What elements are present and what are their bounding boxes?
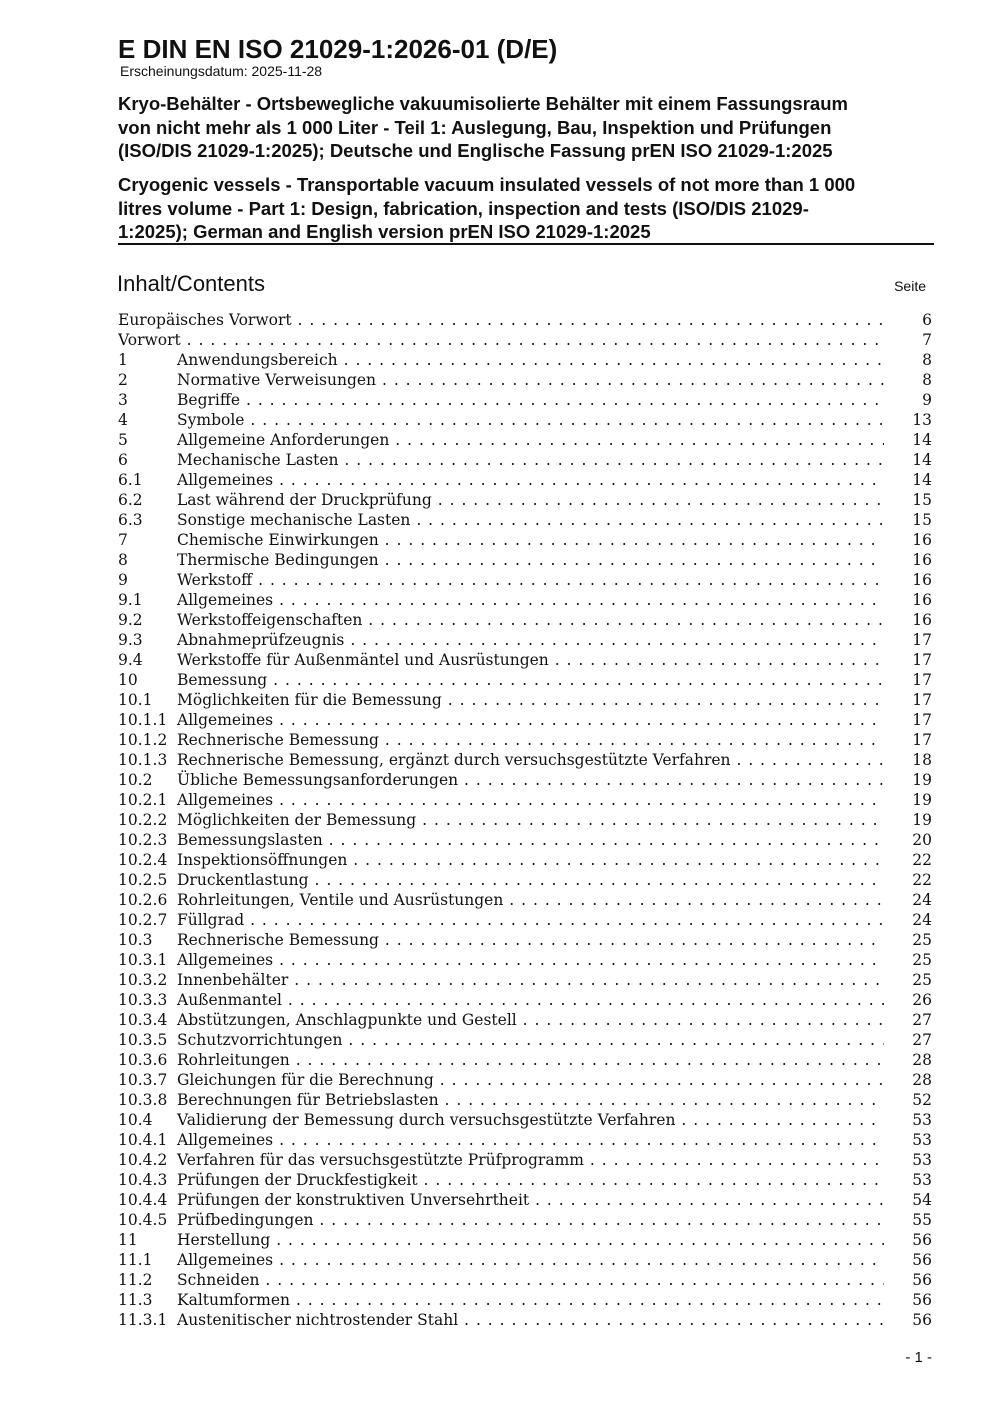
title-english-line: litres volume - Part 1: Design, fabrication, inspection and tests (ISO/DIS 21029- xyxy=(118,197,809,219)
toc-entry-leader xyxy=(118,570,884,590)
toc-entry-title: Werkstoff xyxy=(177,571,253,589)
toc-entry-leader xyxy=(118,1290,884,1310)
title-english xyxy=(118,173,938,244)
toc-entry[interactable] xyxy=(118,350,932,370)
toc-entry-page: 9 xyxy=(922,391,932,409)
toc-entry-number: 6.3 xyxy=(118,511,143,529)
toc-entry[interactable] xyxy=(118,910,932,930)
toc-entry-number: 6 xyxy=(118,451,128,469)
toc-entry-page: 17 xyxy=(912,671,932,689)
toc-entry-leader xyxy=(118,870,884,890)
publication-date: Erscheinungsdatum: 2025-11-28 xyxy=(120,63,323,79)
toc-entry-number: 10.3.7 xyxy=(118,1071,168,1089)
toc-entry-leader xyxy=(118,650,884,670)
toc-entry-page: 16 xyxy=(912,571,932,589)
toc-entry-number: 10.3.8 xyxy=(118,1091,168,1109)
toc-entry-leader xyxy=(118,850,884,870)
toc-entry[interactable] xyxy=(118,1150,932,1170)
toc-entry-leader xyxy=(118,310,884,330)
toc-entry-leader xyxy=(118,370,884,390)
toc-entry-page: 53 xyxy=(912,1151,932,1169)
toc-entry-page: 26 xyxy=(912,991,932,1009)
toc-entry[interactable] xyxy=(118,730,932,750)
toc-entry-title: Allgemeines xyxy=(177,711,274,729)
toc-entry[interactable] xyxy=(118,690,932,710)
toc-entry-title: Begriffe xyxy=(177,391,241,409)
toc-entry-number: 6.1 xyxy=(118,471,143,489)
toc-entry-leader xyxy=(118,710,884,730)
toc-entry-leader xyxy=(118,410,884,430)
toc-entry-page: 19 xyxy=(912,811,932,829)
toc-entry-title: Sonstige mechanische Lasten xyxy=(177,511,411,529)
toc-entry[interactable] xyxy=(118,330,932,350)
toc-entry-number: 10.1 xyxy=(118,691,153,709)
toc-entry-title: Abnahmeprüfzeugnis xyxy=(177,631,345,649)
toc-entry-number: 10.2.4 xyxy=(118,851,168,869)
toc-entry[interactable] xyxy=(118,1030,932,1050)
toc-entry-title: Rechnerische Bemessung, ergänzt durch versuchsgestützte Verfahren xyxy=(177,751,731,769)
title-german-line: Kryo-Behälter - Ortsbewegliche vakuumisolierte Behälter mit einem Fassungsraum xyxy=(118,93,848,114)
toc-entry[interactable] xyxy=(118,550,932,570)
toc-entry-leader xyxy=(118,690,884,710)
toc-entry-title: Allgemeines xyxy=(177,471,274,489)
toc-entry-number: 11.2 xyxy=(118,1271,153,1289)
toc-entry-number: 10.4.4 xyxy=(118,1191,168,1209)
toc-entry-number: 8 xyxy=(118,551,128,569)
toc-entry-page: 22 xyxy=(912,851,932,869)
toc-entry[interactable] xyxy=(118,1290,932,1310)
toc-entry[interactable] xyxy=(118,1270,932,1290)
toc-entry-number: 11.3.1 xyxy=(118,1311,168,1329)
toc-entry-leader xyxy=(118,790,884,810)
toc-entry-page: 53 xyxy=(912,1131,932,1149)
toc-entry-leader xyxy=(118,550,884,570)
toc-entry[interactable] xyxy=(118,1210,932,1230)
toc-entry-number: 9 xyxy=(118,571,128,589)
toc-entry-title: Werkstoffe für Außenmäntel und Ausrüstungen xyxy=(177,651,549,669)
toc-entry[interactable] xyxy=(118,430,932,450)
toc-entry-leader xyxy=(118,330,884,350)
toc-entry-title: Chemische Einwirkungen xyxy=(177,531,379,549)
toc-entry-page: 7 xyxy=(922,331,932,349)
toc-entry-title: Allgemeines xyxy=(177,791,274,809)
toc-entry[interactable] xyxy=(118,1250,932,1270)
toc-entry-title: Schneiden xyxy=(177,1271,260,1289)
toc-entry-leader xyxy=(118,1310,884,1330)
toc-entry[interactable] xyxy=(118,890,932,910)
toc-entry-title: Möglichkeiten der Bemessung xyxy=(177,811,417,829)
toc-entry-page: 54 xyxy=(912,1191,932,1209)
toc-entry-page: 8 xyxy=(922,371,932,389)
toc-entry-title: Allgemeines xyxy=(177,591,274,609)
toc-entry-page: 55 xyxy=(912,1211,932,1229)
toc-entry-number: 5 xyxy=(118,431,128,449)
toc-entry-page: 6 xyxy=(922,311,932,329)
toc-entry[interactable] xyxy=(118,1190,932,1210)
toc-entry-leader xyxy=(118,970,884,990)
toc-entry-leader xyxy=(118,590,884,610)
toc-entry-page: 17 xyxy=(912,631,932,649)
toc-entry-number: 10.4.1 xyxy=(118,1131,168,1149)
toc-entry-page: 19 xyxy=(912,791,932,809)
toc-entry-number: 10.2.7 xyxy=(118,911,168,929)
toc-entry-number: 10.2.2 xyxy=(118,811,168,829)
title-german xyxy=(118,92,938,163)
toc-entry-title: Möglichkeiten für die Bemessung xyxy=(177,691,442,709)
toc-entry-title: Bemessungslasten xyxy=(177,831,323,849)
toc-entry-number: 10.3.5 xyxy=(118,1031,168,1049)
toc-entry[interactable] xyxy=(118,630,932,650)
toc-entry[interactable] xyxy=(118,650,932,670)
toc-entry-title: Last während der Druckprüfung xyxy=(177,491,432,509)
toc-entry-leader xyxy=(118,610,884,630)
toc-entry-number: 11 xyxy=(118,1231,138,1249)
toc-entry-page: 24 xyxy=(912,911,932,929)
toc-entry-number: 11.3 xyxy=(118,1291,153,1309)
toc-entry[interactable] xyxy=(118,670,932,690)
toc-entry-title: Allgemeines xyxy=(177,1131,274,1149)
toc-entry[interactable] xyxy=(118,310,932,330)
toc-entry-number: 10.3.1 xyxy=(118,951,168,969)
toc-entry-number: 10 xyxy=(118,671,138,689)
toc-entry-page: 25 xyxy=(912,971,932,989)
toc-entry-page: 56 xyxy=(912,1231,932,1249)
toc-entry-page: 14 xyxy=(912,451,932,469)
title-german-line: von nicht mehr als 1 000 Liter - Teil 1: Auslegung, Bau, Inspektion und Prüfungen xyxy=(118,116,832,138)
toc-entry-page: 24 xyxy=(912,891,932,909)
toc-entry-page: 15 xyxy=(912,511,932,529)
toc-entry[interactable] xyxy=(118,1110,932,1130)
toc-entry-leader xyxy=(118,1170,884,1190)
toc-entry-number: 10.3.6 xyxy=(118,1051,168,1069)
toc-entry[interactable] xyxy=(118,490,932,510)
toc-entry-title: Innenbehälter xyxy=(177,971,289,989)
toc-entry-page: 16 xyxy=(912,591,932,609)
toc-entry-number: 10.2.1 xyxy=(118,791,168,809)
toc-entry[interactable] xyxy=(118,450,932,470)
toc-entry-leader xyxy=(118,510,884,530)
toc-entry-title: Inspektionsöffnungen xyxy=(177,851,348,869)
toc-entry-number: 10.3.4 xyxy=(118,1011,168,1029)
toc-entry-leader xyxy=(118,1030,884,1050)
title-german-line: (ISO/DIS 21029-1:2025); Deutsche und Englische Fassung prEN ISO 21029-1:2025 xyxy=(118,140,833,161)
toc-entry[interactable] xyxy=(118,930,932,950)
toc-entry-leader xyxy=(118,1010,884,1030)
page-column-heading: Seite xyxy=(894,278,926,294)
toc-entry-page: 18 xyxy=(912,751,932,769)
toc-entry-leader xyxy=(118,950,884,970)
toc-entry[interactable] xyxy=(118,1010,932,1030)
toc-entry-leader xyxy=(118,630,884,650)
toc-entry-leader xyxy=(118,830,884,850)
toc-entry-page: 14 xyxy=(912,471,932,489)
toc-entry-page: 20 xyxy=(912,831,932,849)
toc-entry-page: 52 xyxy=(912,1091,932,1109)
toc-entry[interactable] xyxy=(118,990,932,1010)
toc-entry-title: Abstützungen, Anschlagpunkte und Gestell xyxy=(177,1011,517,1029)
toc-entry-number: 10.4 xyxy=(118,1111,153,1129)
toc-entry-leader xyxy=(118,450,884,470)
toc-entry-number: 9.1 xyxy=(118,591,143,609)
toc-entry[interactable] xyxy=(118,1070,932,1090)
toc-entry[interactable] xyxy=(118,510,932,530)
toc-entry-leader xyxy=(118,1150,884,1170)
table-of-contents xyxy=(118,310,932,1330)
toc-entry-title: Europäisches Vorwort xyxy=(118,311,292,329)
toc-entry-leader xyxy=(118,810,884,830)
toc-entry-leader xyxy=(118,890,884,910)
toc-entry-leader xyxy=(118,1050,884,1070)
toc-entry-leader xyxy=(118,530,884,550)
toc-entry-page: 56 xyxy=(912,1271,932,1289)
toc-entry-leader xyxy=(118,770,884,790)
toc-entry-leader xyxy=(118,1250,884,1270)
toc-entry-leader xyxy=(118,430,884,450)
toc-entry-leader xyxy=(118,990,884,1010)
toc-entry-number: 9.2 xyxy=(118,611,143,629)
toc-entry-title: Kaltumformen xyxy=(177,1291,291,1309)
toc-entry-leader xyxy=(118,750,884,770)
toc-entry-number: 1 xyxy=(118,351,128,369)
toc-entry-title: Rohrleitungen, Ventile und Ausrüstungen xyxy=(177,891,504,909)
toc-entry-page: 17 xyxy=(912,651,932,669)
toc-entry[interactable] xyxy=(118,750,932,770)
toc-entry-page: 8 xyxy=(922,351,932,369)
toc-entry-number: 2 xyxy=(118,371,128,389)
toc-entry-title: Allgemeines xyxy=(177,951,274,969)
toc-entry-page: 56 xyxy=(912,1291,932,1309)
toc-entry-page: 17 xyxy=(912,731,932,749)
title-english-line: 1:2025); German and English version prEN ISO 21029-1:2025 xyxy=(118,221,651,242)
toc-entry[interactable] xyxy=(118,1170,932,1190)
toc-entry-number: 10.3.3 xyxy=(118,991,168,1009)
toc-entry-page: 28 xyxy=(912,1051,932,1069)
toc-entry-page: 15 xyxy=(912,491,932,509)
toc-entry-page: 27 xyxy=(912,1011,932,1029)
toc-entry-title: Schutzvorrichtungen xyxy=(177,1031,343,1049)
toc-entry-page: 53 xyxy=(912,1171,932,1189)
toc-entry-leader xyxy=(118,1110,884,1130)
toc-entry-leader xyxy=(118,1270,884,1290)
toc-entry-page: 17 xyxy=(912,691,932,709)
toc-entry-number: 10.3.2 xyxy=(118,971,168,989)
toc-entry-page: 13 xyxy=(912,411,932,429)
toc-entry-page: 16 xyxy=(912,531,932,549)
toc-entry-number: 10.4.5 xyxy=(118,1211,168,1229)
toc-entry-number: 10.2 xyxy=(118,771,153,789)
toc-entry-page: 16 xyxy=(912,551,932,569)
toc-entry-title: Normative Verweisungen xyxy=(177,371,377,389)
toc-entry-title: Mechanische Lasten xyxy=(177,451,339,469)
document-id: E DIN EN ISO 21029-1:2026-01 (D/E) xyxy=(118,34,558,64)
toc-entry[interactable] xyxy=(118,810,932,830)
toc-entry-leader xyxy=(118,930,884,950)
title-divider xyxy=(118,243,934,245)
toc-entry-number: 10.1.1 xyxy=(118,711,168,729)
toc-entry[interactable] xyxy=(118,390,932,410)
toc-entry-title: Bemessung xyxy=(177,671,268,689)
toc-entry[interactable] xyxy=(118,570,932,590)
toc-entry-number: 10.4.2 xyxy=(118,1151,168,1169)
toc-entry-title: Prüfungen der Druckfestigkeit xyxy=(177,1171,418,1189)
toc-entry-page: 16 xyxy=(912,611,932,629)
toc-entry-page: 27 xyxy=(912,1031,932,1049)
toc-entry-leader xyxy=(118,1090,884,1110)
title-english-line: Cryogenic vessels - Transportable vacuum insulated vessels of not more than 1 000 xyxy=(118,174,856,195)
toc-entry-page: 14 xyxy=(912,431,932,449)
toc-entry[interactable] xyxy=(118,410,932,430)
contents-heading: Inhalt/Contents xyxy=(117,271,265,296)
toc-entry-number: 9.4 xyxy=(118,651,143,669)
toc-entry-leader xyxy=(118,1230,884,1250)
toc-entry[interactable] xyxy=(118,1310,932,1330)
toc-entry-title: Allgemeines xyxy=(177,1251,274,1269)
toc-entry[interactable] xyxy=(118,1130,932,1150)
toc-entry-leader xyxy=(118,1190,884,1210)
toc-entry-page: 25 xyxy=(912,931,932,949)
toc-entry-title: Berechnungen für Betriebslasten xyxy=(177,1091,439,1109)
toc-entry-title: Druckentlastung xyxy=(177,871,309,889)
toc-entry-title: Füllgrad xyxy=(177,911,245,929)
toc-entry-title: Symbole xyxy=(177,411,245,429)
toc-entry[interactable] xyxy=(118,370,932,390)
toc-entry-title: Anwendungsbereich xyxy=(177,351,338,369)
toc-entry-title: Allgemeine Anforderungen xyxy=(177,431,390,449)
toc-entry[interactable] xyxy=(118,590,932,610)
toc-entry-title: Austenitischer nichtrostender Stahl xyxy=(177,1311,459,1329)
toc-entry-leader xyxy=(118,1130,884,1150)
toc-entry-number: 4 xyxy=(118,411,128,429)
toc-entry-page: 22 xyxy=(912,871,932,889)
toc-entry-leader xyxy=(118,1070,884,1090)
toc-entry-number: 10.2.3 xyxy=(118,831,168,849)
toc-entry-number: 10.1.2 xyxy=(118,731,168,749)
toc-entry-leader xyxy=(118,390,884,410)
toc-entry[interactable] xyxy=(118,850,932,870)
toc-entry-page: 25 xyxy=(912,951,932,969)
toc-entry-number: 10.3 xyxy=(118,931,153,949)
toc-entry-leader xyxy=(118,730,884,750)
toc-entry-title: Außenmantel xyxy=(177,991,282,1009)
toc-entry-leader xyxy=(118,670,884,690)
toc-entry-page: 28 xyxy=(912,1071,932,1089)
toc-entry-number: 6.2 xyxy=(118,491,143,509)
toc-entry-title: Übliche Bemessungsanforderungen xyxy=(177,771,459,789)
toc-entry[interactable] xyxy=(118,870,932,890)
toc-entry[interactable] xyxy=(118,1050,932,1070)
toc-entry[interactable] xyxy=(118,470,932,490)
toc-entry-title: Prüfbedingungen xyxy=(177,1211,314,1229)
toc-entry-page: 56 xyxy=(912,1311,932,1329)
toc-entry-leader xyxy=(118,1210,884,1230)
toc-entry[interactable] xyxy=(118,950,932,970)
toc-entry-number: 9.3 xyxy=(118,631,143,649)
toc-entry-page: 17 xyxy=(912,711,932,729)
toc-entry-number: 10.2.6 xyxy=(118,891,168,909)
toc-entry[interactable] xyxy=(118,530,932,550)
toc-entry-title: Rechnerische Bemessung xyxy=(177,931,379,949)
toc-entry-title: Prüfungen der konstruktiven Unversehrtheit xyxy=(177,1191,530,1209)
toc-entry-title: Thermische Bedingungen xyxy=(177,551,379,569)
toc-entry[interactable] xyxy=(118,790,932,810)
toc-entry[interactable] xyxy=(118,1090,932,1110)
toc-entry-number: 3 xyxy=(118,391,128,409)
toc-entry-title: Herstellung xyxy=(177,1231,271,1249)
toc-entry-number: 10.1.3 xyxy=(118,751,168,769)
toc-entry-leader xyxy=(118,490,884,510)
toc-entry-leader xyxy=(118,350,884,370)
toc-entry-number: 10.4.3 xyxy=(118,1171,168,1189)
toc-entry-title: Rechnerische Bemessung xyxy=(177,731,379,749)
toc-entry-title: Werkstoffeigenschaften xyxy=(177,611,363,629)
toc-entry[interactable] xyxy=(118,1230,932,1250)
toc-entry-page: 19 xyxy=(912,771,932,789)
toc-entry-title: Verfahren für das versuchsgestützte Prüfprogramm xyxy=(177,1151,584,1169)
toc-entry-number: 10.2.5 xyxy=(118,871,168,889)
toc-entry-leader xyxy=(118,470,884,490)
toc-entry[interactable] xyxy=(118,710,932,730)
toc-entry-leader xyxy=(118,910,884,930)
toc-entry[interactable] xyxy=(118,610,932,630)
toc-entry-number: 7 xyxy=(118,531,128,549)
toc-entry-page: 53 xyxy=(912,1111,932,1129)
toc-entry-title: Vorwort xyxy=(118,331,181,349)
toc-entry[interactable] xyxy=(118,770,932,790)
toc-entry[interactable] xyxy=(118,830,932,850)
toc-entry[interactable] xyxy=(118,970,932,990)
toc-entry-title: Rohrleitungen xyxy=(177,1051,290,1069)
toc-entry-page: 56 xyxy=(912,1251,932,1269)
toc-entry-title: Gleichungen für die Berechnung xyxy=(177,1071,434,1089)
page-number: - 1 - xyxy=(905,1349,932,1366)
toc-entry-title: Validierung der Bemessung durch versuchsgestützte Verfahren xyxy=(177,1111,676,1129)
toc-entry-number: 11.1 xyxy=(118,1251,153,1269)
